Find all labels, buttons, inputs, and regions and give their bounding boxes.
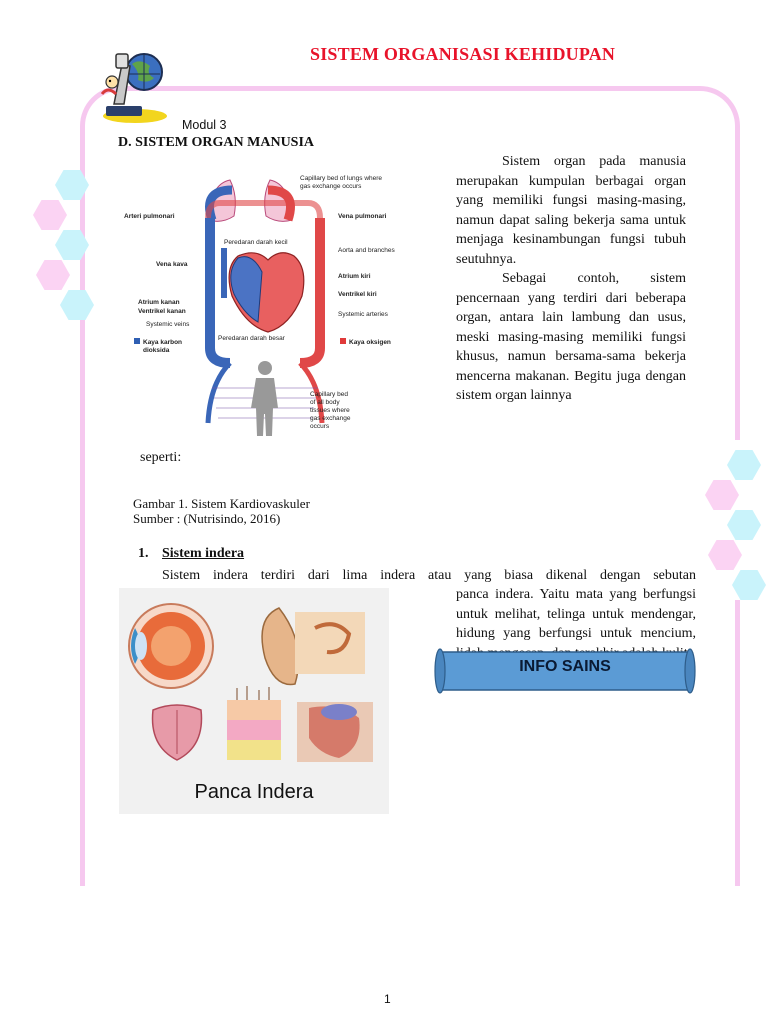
- label-atrium-kiri: Atrium kiri: [338, 273, 371, 280]
- label-arteri-pulmonari: Arteri pulmonari: [124, 213, 175, 220]
- legend-dioksida: dioksida: [143, 347, 170, 354]
- label-capillary-body-4: gas exchange: [310, 415, 351, 422]
- cardiovascular-figure: [120, 158, 410, 443]
- label-vena-kava: Vena kava: [156, 261, 188, 268]
- label-aorta: Aorta and branches: [338, 247, 395, 254]
- label-capillary-body-2: of all body: [310, 399, 340, 406]
- panca-indera-caption: Panca Indera: [194, 781, 314, 803]
- subsection-number: 1.: [138, 546, 149, 561]
- page-title: SISTEM ORGANISASI KEHIDUPAN: [310, 44, 616, 64]
- page-number: 1: [384, 992, 391, 1006]
- label-ventrikel-kiri: Ventrikel kiri: [338, 291, 377, 298]
- intro-paragraph-1: Sistem organ pada manusia merupakan kumpulan berbagai organ yang memiliki fungsi masing-masing, namun dapat saling bekerja sama untuk menjaga kesinambungan fungsi tubuh seutuhnya.: [456, 154, 686, 267]
- label-capillary-body-3: tissues where: [310, 407, 350, 414]
- legend-kaya-oksigen: Kaya oksigen: [349, 339, 391, 346]
- panca-indera-figure: [119, 588, 389, 814]
- label-systemic-arteries: Systemic arteries: [338, 311, 388, 318]
- hex-decoration: [36, 260, 70, 290]
- subsection-title: Sistem indera: [162, 546, 245, 561]
- five-senses-illustration: [119, 588, 389, 778]
- label-vena-pulmonari: Vena pulmonari: [338, 213, 387, 220]
- label-capillary-body-1: Capillary bed: [310, 391, 348, 398]
- figure-caption-title: Gambar 1. Sistem Kardiovaskuler: [133, 496, 310, 511]
- legend-kaya-karbon: Kaya karbon: [143, 339, 183, 346]
- label-atrium-kanan: Atrium kanan: [138, 299, 180, 306]
- label-peredaran-besar: Peredaran darah besar: [218, 335, 285, 342]
- label-peredaran-kecil: Peredaran darah kecil: [224, 239, 288, 246]
- subsection-heading: [138, 546, 244, 562]
- info-sains-label: INFO SAINS: [519, 658, 611, 675]
- module-label: Modul 3: [182, 118, 227, 132]
- hex-decoration: [33, 200, 67, 230]
- label-systemic-veins: Systemic veins: [146, 321, 190, 328]
- figure-caption: [133, 496, 310, 526]
- label-ventrikel-kanan: Ventrikel kanan: [138, 308, 186, 315]
- microscope-logo-icon: [92, 44, 178, 126]
- figure-caption-source: Sumber : (Nutrisindo, 2016): [133, 511, 281, 526]
- indera-text-line1: Sistem indera terdiri dari lima indera atau yang biasa dikenal dengan sebutan: [162, 568, 696, 583]
- label-capillary-body-5: occurs: [310, 423, 330, 430]
- intro-text-column: [456, 152, 686, 406]
- indera-text-rest: panca indera. Yaitu mata yang berfungsi untuk melihat, telinga untuk mendengar, hidung yang berfungsi untuk mencium,: [456, 587, 696, 641]
- label-capillary-lungs-2: gas exchange occurs: [300, 183, 362, 190]
- intro-paragraph-2: Sebagai contoh, sistem pencernaan yang terdiri dari beberapa organ, antara lain lambung dan usus, meski masing-masing memiliki fungsi khusus, namun bersama-sama bekerja mencerna makanan. Begitu juga dengan sistem organ lainnya: [456, 271, 686, 403]
- section-heading: D. SISTEM ORGAN MANUSIA: [118, 135, 315, 150]
- continuation-text: seperti:: [140, 450, 182, 465]
- label-capillary-lungs: Capillary bed of lungs where: [300, 175, 383, 182]
